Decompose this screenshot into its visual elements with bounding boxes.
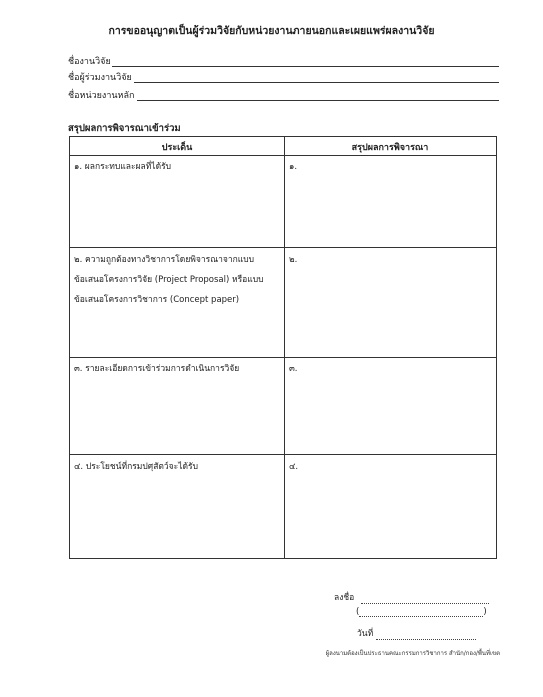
issue-cell-4: ๔. ประโยชน์ที่กรมปศุสัตว์จะได้รับ: [74, 462, 198, 472]
signature-label: ลงชื่อ: [334, 593, 355, 603]
result-cell-1[interactable]: ๑.: [289, 162, 298, 172]
project-name-line[interactable]: [112, 66, 499, 67]
date-line: [357, 626, 476, 640]
signature-line: [334, 590, 489, 604]
paren-open: (: [356, 607, 360, 617]
summary-table: [69, 136, 497, 559]
issue-cell-2-line: ข้อเสนอโครงการวิชาการ (Concept paper): [74, 295, 240, 305]
co-researcher-field: [68, 70, 499, 84]
paren-close: ): [483, 607, 487, 617]
form-title: การขออนุญาตเป็นผู้ร่วมวิจัยกับหน่วยงานภายนอกและเผยแพร่ผลงานวิจัย: [108, 25, 435, 37]
date-label: วันที่: [357, 629, 374, 639]
summary-section-title: สรุปผลการพิจารณาเข้าร่วม: [68, 123, 181, 134]
co-researcher-line[interactable]: [134, 82, 499, 83]
project-name-field: [68, 54, 499, 68]
column-header-issue: ประเด็น: [161, 143, 193, 153]
result-cell-2[interactable]: ๒.: [289, 255, 298, 265]
issue-cell-1: ๑. ผลกระทบและผลที่ได้รับ: [74, 162, 172, 172]
issue-cell-3: ๓. รายละเอียดการเข้าร่วมการดำเนินการวิจัย: [74, 364, 240, 374]
column-divider: [284, 137, 285, 558]
header-divider: [70, 155, 496, 156]
main-agency-line[interactable]: [137, 100, 499, 101]
signature-blank[interactable]: [361, 594, 489, 604]
main-agency-label: ชื่อหน่วยงานหลัก: [68, 91, 135, 101]
co-researcher-label: ชื่อผู้ร่วมงานวิจัย: [68, 73, 132, 83]
issue-cell-2: [74, 250, 264, 310]
row-divider: [70, 247, 496, 248]
result-cell-3[interactable]: ๓.: [289, 364, 298, 374]
date-blank[interactable]: [376, 630, 476, 640]
issue-cell-2-line: ๒. ความถูกต้องทางวิชาการโดยพิจารณาจากแบบ: [74, 255, 255, 265]
name-blank[interactable]: [359, 607, 483, 617]
issue-cell-2-line: ข้อเสนอโครงการวิจัย (Project Proposal) หรือแบบ: [74, 275, 264, 285]
name-line: [356, 607, 487, 617]
main-agency-field: [68, 88, 499, 102]
result-cell-4[interactable]: ๔.: [289, 462, 299, 472]
row-divider: [70, 454, 496, 455]
column-header-result: สรุปผลการพิจารณา: [351, 143, 429, 153]
project-name-label: ชื่องานวิจัย: [68, 57, 111, 67]
signer-note: ผู้ลงนามต้องเป็นประธานคณะกรรมการวิชาการ สำนัก/กอง/พื้นที่เขต: [325, 650, 500, 657]
row-divider: [70, 357, 496, 358]
